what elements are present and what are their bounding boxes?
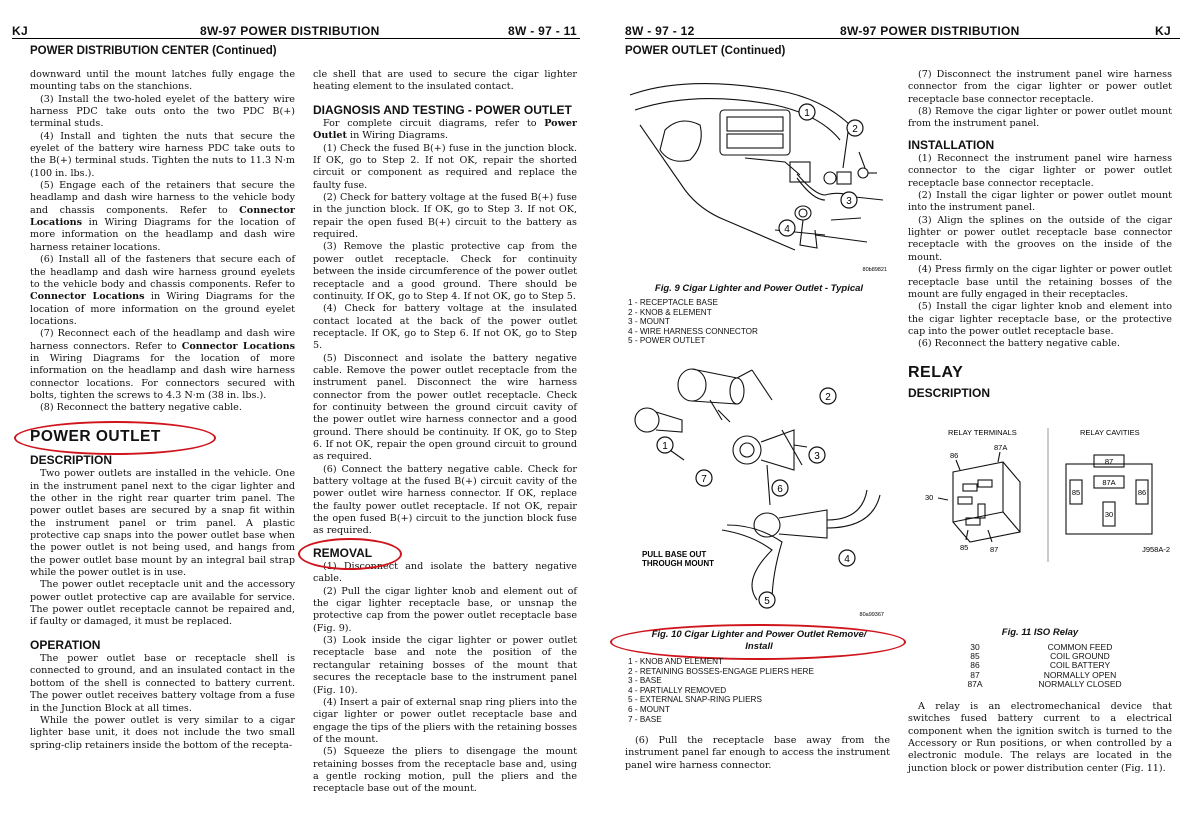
relay-terminal: 87 (990, 545, 999, 554)
left-column-1 (30, 69, 295, 752)
iso-relay-table (930, 643, 1140, 689)
paragraph: A relay is an electromechanical device that switches fused battery current to a electrical component when the ignition switch is turned to the Accessory or Run positions, or when controlled by a electronic module. The relays are located in the junction block or power distribution center (Fig. 11). (908, 701, 1172, 774)
header-code: KJ (12, 24, 28, 38)
highlight-oval-fig10-caption (610, 624, 906, 660)
right-column-1-tail (625, 735, 890, 772)
relay-terminal: 86 (950, 451, 959, 460)
legend-item: 3 - MOUNT (628, 317, 670, 327)
paragraph: (8) Reconnect the battery negative cable. (40, 402, 242, 414)
header-title: 8W-97 POWER DISTRIBUTION (200, 24, 380, 38)
removal-heading: REMOVAL (313, 545, 373, 560)
paragraph: (8) Remove the cigar lighter or power outlet mount from the instrument panel. (908, 106, 1172, 130)
paragraph: (1) Disconnect and isolate the battery negative cable. (313, 561, 577, 585)
legend-item: 4 - PARTIALLY REMOVED (628, 685, 727, 695)
paragraph: (3) Look inside the cigar lighter or power outlet receptacle base and note the position of the rectangular retaining bosses of the mount that secures the receptacle base to the instrument panel (Fig. 10). (313, 635, 577, 696)
relay-cavity: 87A (1102, 478, 1116, 487)
paragraph: downward until the mount latches fully engage the mounting tabs on the stanchions. (30, 69, 295, 93)
paragraph: (3) Remove the plastic protective cap from the power outlet receptacle. Check for continuity between the inside circumference of the power outlet receptacle and a good ground. There should be continuity. If OK, go to Step 4. If not OK, go to Step 5. (313, 241, 577, 302)
paragraph: (6) Pull the receptacle base away from the instrument panel far enough to access the instrument panel wire harness connector. (625, 735, 890, 771)
description-heading: DESCRIPTION (30, 452, 113, 467)
paragraph: Two power outlets are installed in the vehicle. One in the instrument panel next to the cigar lighter and the other in the right rear quarter trim panel. The power outlet bases are secured by a snap fit within the instrument panel or trim panel. A plastic protective cap snaps into the power outlet base when the power outlet is not being used, and hangs from the power outlet base mount by an integral bail strap while the power outlet is in use. (30, 468, 295, 579)
paragraph: (2) Check for battery voltage at the fused B(+) fuse in the junction block. If OK, go to Step 3. If not OK, repair the open fused B(+) circuit to the battery as required. (313, 192, 577, 241)
table-row: 86 COIL BATTERY (970, 660, 1111, 671)
relay-terminal: 87A (994, 443, 1008, 452)
fig9-callout: 2 (852, 124, 858, 135)
right-column-2 (908, 69, 1172, 401)
fig10-callout: 2 (825, 392, 831, 403)
header-rule (625, 38, 1180, 39)
fig10-pull-label: THROUGH MOUNT (642, 559, 714, 568)
relay-cavity: 87 (1104, 457, 1114, 466)
left-column-2 (313, 69, 577, 796)
paragraph: (7) Disconnect the instrument panel wire harness connector from the cigar lighter or power outlet receptacle base connector receptacle. (908, 69, 1172, 105)
header-title: 8W-97 POWER DISTRIBUTION (840, 24, 1020, 38)
header-rule (12, 38, 580, 39)
legend-item: 6 - MOUNT (628, 704, 670, 714)
header-page-number: 8W - 97 - 11 (508, 24, 577, 38)
paragraph: (5) Disconnect and isolate the battery negative cable. Remove the power outlet receptacle from the instrument panel. Disconnect the wire harness connector from the power outlet receptacle. Check for continuity between the ground circuit cavity of the power outlet wire harness connector and a good ground. There should be continuity. If OK, go to Step 6. If not OK, repair the open ground circuit to ground as required. (313, 352, 577, 463)
header-code: KJ (1155, 24, 1171, 38)
fig9-legend (628, 298, 758, 346)
paragraph: (4) Insert a pair of external snap ring pliers into the cigar lighter or power outlet receptacle base and engage the tips of the pliers with the retaining bosses of the mount. (313, 696, 577, 745)
relay-heading: RELAY (908, 363, 964, 381)
highlight-oval-power-outlet (14, 421, 216, 455)
table-row: 85 COIL GROUND (970, 651, 1110, 662)
legend-item: 1 - KNOB AND ELEMENT (628, 657, 724, 666)
fig9-callout: 1 (804, 108, 810, 119)
fig9-caption: Fig. 9 Cigar Lighter and Power Outlet - Typical (654, 283, 864, 294)
paragraph: (2) Pull the cigar lighter knob and element out of the cigar lighter receptacle base, or unsnap the protective cap from the power outlet receptacle base (Fig. 9). (313, 585, 577, 634)
paragraph: (1) Reconnect the instrument panel wire harness connector to the cigar lighter or power outlet receptacle base connector receptacle. (908, 153, 1172, 189)
paragraph: (5) Engage each of the retainers that secure the headlamp and dash wire harness to the vehicle body and chassis components. Refer to Connector Locations in Wiring Diagrams for the location of more information on the headlamp and dash wire harness retainer locations. (30, 180, 295, 253)
legend-item: 1 - RECEPTACLE BASE (628, 298, 718, 307)
paragraph: While the power outlet is very similar to a cigar lighter base unit, it does not include the two small spring-clip retainers inside the bottom of the recepta- (30, 714, 295, 751)
fig10-code: 80a99367 (859, 612, 884, 618)
paragraph: (6) Connect the battery negative cable. Check for battery voltage at the fused B(+) circuit cavity of the power outlet wire harness connector. If OK, replace the faulty power outlet receptacle. If not OK, repair the open fused B(+) circuit to the junction block fuse as required. (313, 463, 577, 537)
fig10-callout: 7 (701, 474, 707, 485)
relay-cavities-label: RELAY CAVITIES (1080, 428, 1140, 437)
legend-item: 5 - EXTERNAL SNAP-RING PLIERS (628, 695, 762, 705)
paragraph: (7) Reconnect each of the headlamp and dash wire harness connectors. Refer to Connector Locations in Wiring Diagrams for the location of more information on the headlamp and dash wire harness connector locations. For connectors secured with bolts, tighten the screws to 4.3 N·m (38 in. lbs.). (30, 328, 295, 401)
fig11-code: J958A-2 (1142, 545, 1170, 554)
fig9-illustration (625, 70, 893, 278)
legend-item: 4 - WIRE HARNESS CONNECTOR (628, 326, 758, 336)
relay-terminal: 85 (960, 543, 969, 552)
table-row: 30 COMMON FEED (970, 642, 1113, 652)
paragraph: (6) Install all of the fasteners that secure each of the headlamp and dash wire harness ground eyelets to the vehicle body and chassis components. Refer to Connector Locations in Wiring Diagrams for the location of more information on the ground eyelet locations. (30, 254, 295, 327)
fig10-callout: 6 (777, 484, 783, 495)
legend-item: 2 - KNOB & ELEMENT (628, 307, 712, 317)
fig9-callout: 3 (846, 196, 852, 207)
fig10-caption: Fig. 10 Cigar Lighter and Power Outlet Remove/ Install (651, 629, 867, 652)
legend-item: 5 - POWER OUTLET (628, 336, 706, 346)
installation-heading: INSTALLATION (908, 137, 995, 152)
legend-item: 7 - BASE (628, 714, 662, 724)
paragraph: For complete circuit diagrams, refer to Power Outlet in Wiring Diagrams. (313, 118, 577, 142)
paragraph: (4) Install and tighten the nuts that secure the eyelet of the battery wire harness PDC take outs to the B(+) terminal studs. Tighten the nuts to 11.3 N·m (100 in. lbs.). (30, 130, 295, 179)
legend-item: 2 - RETAINING BOSSES-ENGAGE PLIERS HERE (628, 666, 814, 676)
paragraph: (4) Press firmly on the cigar lighter or power outlet receptacle base until the retaining bosses of the mount are fully engaged in their receptacles. (908, 264, 1172, 300)
highlight-oval-removal (298, 538, 402, 570)
fig10-pull-label: PULL BASE OUT (642, 550, 707, 559)
fig10-illustration (622, 360, 890, 620)
paragraph: (3) Install the two-holed eyelet of the battery wire harness PDC take outs onto the two PDC B(+) terminal studs. (30, 93, 295, 130)
relay-terminal: 30 (925, 493, 934, 502)
operation-heading: OPERATION (30, 637, 101, 652)
fig10-callout: 1 (662, 441, 668, 452)
diagnosis-heading: DIAGNOSIS AND TESTING - POWER OUTLET (313, 102, 572, 117)
section-subheader: POWER DISTRIBUTION CENTER (Continued) (30, 45, 277, 57)
table-row: 87A NORMALLY CLOSED (967, 678, 1122, 689)
paragraph: (5) Squeeze the pliers to disengage the mount retaining bosses from the receptacle base and, using a gentle rocking motion, pull the pliers and the receptacle base out of the mount. (313, 746, 577, 795)
table-row: 87 NORMALLY OPEN (970, 669, 1117, 680)
relay-cavity: 86 (1137, 488, 1147, 497)
relay-description-heading: DESCRIPTION (908, 385, 991, 400)
relay-cavity: 30 (1104, 510, 1114, 519)
fig9-code: 80b89821 (862, 267, 887, 273)
paragraph: (1) Check the fused B(+) fuse in the junction block. If OK, go to Step 2. If not OK, repair the shorted circuit or component as required and replace the faulty fuse. (313, 142, 577, 191)
fig11-illustration (908, 422, 1176, 622)
legend-item: 3 - BASE (628, 676, 662, 686)
section-subheader: POWER OUTLET (Continued) (625, 45, 786, 57)
paragraph: (2) Install the cigar lighter or power outlet mount into the instrument panel. (908, 190, 1172, 214)
power-outlet-heading: POWER OUTLET (30, 427, 161, 445)
paragraph: (4) Check for battery voltage at the insulated contact located at the back of the power outlet receptacle. If OK, go to Step 6. If not OK, go to Step 5. (313, 303, 577, 352)
fig10-legend (628, 657, 814, 724)
fig9-callout: 4 (784, 224, 790, 235)
paragraph: cle shell that are used to secure the cigar lighter heating element to the insulated contact. (313, 69, 577, 93)
relay-terminals-label: RELAY TERMINALS (948, 428, 1017, 437)
paragraph: (5) Install the cigar lighter knob and element into the cigar lighter receptacle base, or the protective cap into the power outlet receptacle base. (908, 301, 1172, 337)
paragraph: (3) Align the splines on the outside of the cigar lighter or power outlet receptacle base connector receptacle with the grooves on the inside of the mount. (908, 214, 1172, 263)
right-page (600, 0, 1200, 813)
fig10-callout: 3 (814, 451, 820, 462)
relay-cavity: 85 (1071, 488, 1081, 497)
paragraph: The power outlet base or receptacle shell is connected to ground, and an insulated contact in the bottom of the shell is connected to battery current. The power outlet receives battery voltage from a fuse in the Junction Block at all times. (30, 653, 295, 714)
paragraph: The power outlet receptacle unit and the accessory power outlet protective cap are available for service. The power outlet receptacle cannot be repaired and, if faulty or damaged, it must be replaced. (30, 579, 295, 628)
fig10-callout: 4 (844, 554, 850, 565)
paragraph: (6) Reconnect the battery negative cable. (918, 338, 1120, 350)
relay-body (908, 701, 1172, 775)
left-page (0, 0, 590, 813)
header-page-number: 8W - 97 - 12 (625, 24, 695, 38)
fig11-caption: Fig. 11 ISO Relay (1001, 627, 1079, 638)
fig10-callout: 5 (764, 596, 770, 607)
